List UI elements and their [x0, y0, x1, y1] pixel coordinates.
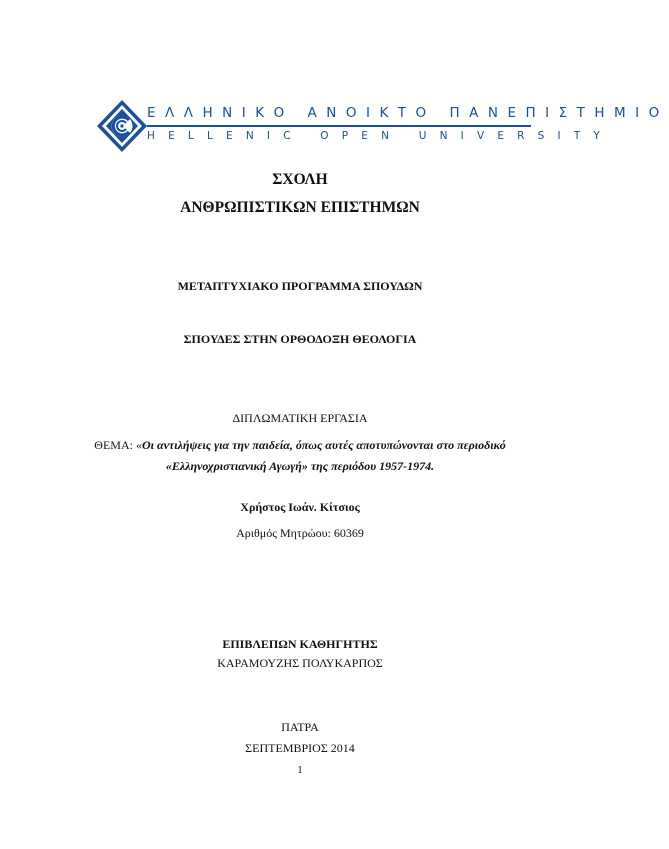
logo-english-name: HELLENIC OPEN UNIVERSITY — [147, 130, 614, 142]
thesis-type: ΔΙΠΛΩΜΑΤΙΚΗ ΕΡΓΑΣΙΑ — [232, 411, 368, 425]
registration-number: Αριθμός Μητρώου: 60369 — [236, 526, 364, 540]
topic-prefix: ΘΕΜΑ: « — [94, 438, 142, 452]
page-number: 1 — [297, 764, 303, 776]
author-name: Χρήστος Ιωάν. Κίτσιος — [240, 500, 360, 514]
place: ΠΑΤΡΑ — [281, 720, 319, 734]
thesis-topic-line1 — [0, 438, 600, 453]
logo-greek-name: ΕΛΛΗΝΙΚΟ ΑΝΟΙΚΤΟ ΠΑΝΕΠΙΣΤΗΜΙΟ — [147, 105, 669, 121]
specialization-title: ΣΠΟΥΔΕΣ ΣΤΗΝ ΟΡΘΟΔΟΞΗ ΘΕΟΛΟΓΙΑ — [183, 332, 417, 346]
school-name: ΑΝΘΡΩΠΙΣΤΙΚΩΝ ΕΠΙΣΤΗΜΩΝ — [180, 199, 420, 216]
hou-emblem-icon — [95, 98, 149, 154]
topic-title-part1: Οι αντιλήψεις για την παιδεία, όπως αυτές αποτυπώνονται στο περιοδικό — [141, 438, 506, 452]
topic-title-part2: «Ελληνοχριστιανική Αγωγή» της περιόδου 1957-1974. — [165, 459, 435, 473]
date: ΣΕΠΤΕΜΒΡΙΟΣ 2014 — [245, 741, 355, 755]
supervisor-label: ΕΠΙΒΛΕΠΩΝ ΚΑΘΗΓΗΤΗΣ — [222, 637, 378, 651]
thesis-topic-line2 — [0, 459, 600, 474]
program-title: ΜΕΤΑΠΤΥΧΙΑΚΟ ΠΡΟΓΡΑΜΜΑ ΣΠΟΥΔΩΝ — [177, 279, 423, 293]
university-logo — [95, 98, 669, 154]
school-heading: ΣΧΟΛΗ — [272, 171, 328, 188]
supervisor-name: ΚΑΡΑΜΟΥΖΗΣ ΠΟΛΥΚΑΡΠΟΣ — [217, 656, 383, 670]
logo-divider — [147, 125, 531, 127]
